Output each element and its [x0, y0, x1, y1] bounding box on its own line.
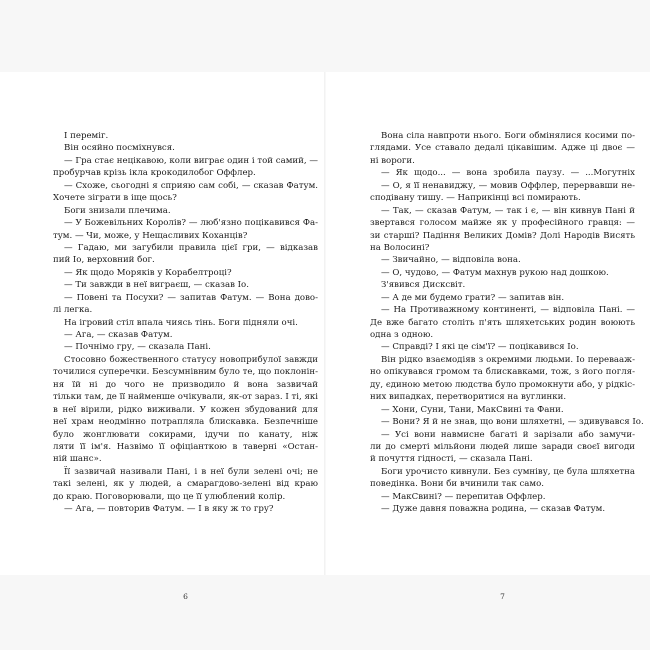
text-line: ні вороги. — [370, 155, 415, 166]
text-line: — На Противажному континенті, — відповіла Пані. — — [381, 305, 635, 316]
text-line: тільки там, де її найменше очікували, як-от зараз. І ті, які — [53, 392, 318, 403]
text-line: З'явився Дисксвіт. — [381, 280, 466, 291]
text-line: — Гадаю, ми загубили правила цієї гри, — відказав — [64, 242, 318, 253]
text-line: пробурчав крізь ікла крокодилобог Оффлер. — [53, 168, 256, 179]
text-line: ли до смерті мільйони людей лише заради своєї вигоди — [370, 441, 635, 452]
text-line: — Гра стає нецікавою, коли виграє один і той самий, — — [64, 155, 318, 166]
text-line: — Вони? Я й не знав, що вони шляхетні, — здивувався Іо. — [381, 417, 644, 428]
text-line: — Як щодо Моряків у Корабелтроці? — [64, 267, 232, 278]
text-line: — Дуже давня поважна родина, — сказав Фатум. — [381, 504, 606, 515]
text-line: тум. — Чи, може, у Нещасливих Коханців? — [53, 230, 248, 241]
text-line: ня їй ні до чого не призводило й вона зазвичай — [53, 379, 318, 390]
text-line: пий Іо, верховний бог. — [53, 255, 155, 266]
text-line: Її зазвичай називали Пані, і в неї були зелені очі; не — [64, 466, 318, 477]
text-line: сподівану тишу. — Наприкінці всі помирають. — [370, 193, 581, 204]
text-line: такі зелені, як у людей, а смарагдово-зелені від краю — [53, 479, 318, 490]
text-line: глядами. Усе ставало дедалі цікавішим. Адже ці двоє — — [370, 143, 635, 154]
text-line: — Ага, — сказав Фатум. — [64, 330, 173, 340]
text-line: зи старші? Падіння Великих Домів? Долі Народів Висять — [370, 230, 635, 241]
text-line: Він рідко взаємодіяв з окремими людьми. Іо перевааж- — [381, 354, 635, 365]
text-line: до краю. Поговорювали, що це її улюблений колір. — [53, 491, 286, 502]
left-page-text — [53, 130, 318, 516]
text-line: ній шанс». — [53, 454, 102, 465]
text-line: — О, чудово, — Фатум махнув рукою над дошкою. — [381, 267, 609, 278]
text-line: ляти її ім'я. Назвімо її офіціанткою в таверні «Остан- — [53, 441, 318, 452]
text-line: — Хони, Суни, Тани, МакСвині та Фани. — [381, 404, 564, 415]
text-line: було жонглювати сокирами, ідучи по канату, ніж — [53, 429, 318, 440]
text-line: — Ага, — повторив Фатум. — І в яку ж то гру? — [64, 504, 274, 515]
text-line: Де вже багато століть п'ять шляхетських родин воюють — [370, 317, 635, 328]
spread-content — [0, 72, 650, 601]
text-line: звертався голосом майже як у професійного гравця: — — [370, 218, 635, 229]
text-line: — Як щодо... — вона зробила паузу. — ...Могутніх — [381, 168, 635, 179]
text-line: Стосовно божественного статусу новоприбулої завжди — [64, 354, 318, 365]
text-line: Він осяйно посміхнувся. — [64, 143, 175, 154]
text-line: — Звичайно, — відповіла вона. — [381, 255, 521, 266]
text-line: — Ти завжди в неї виграєш, — сказав Іо. — [64, 280, 249, 291]
text-line: На ігровий стіл впала чиясь тінь. Боги підняли очі. — [64, 317, 298, 328]
text-line: — Почнімо гру, — сказала Пані. — [64, 342, 211, 353]
text-line: — Схоже, сьогодні я сприяю сам собі, — сказав Фатум. — [64, 180, 318, 191]
text-line: неї храм неодмінно потрапляла блискавка. Безпечніше — [53, 417, 318, 428]
text-line: І переміг. — [64, 131, 109, 141]
text-line: Боги урочисто кивнули. Без сумніву, це була шляхетна — [381, 466, 635, 477]
text-line: — Так, — сказав Фатум, — так і є, — він кивнув Пані й — [381, 205, 635, 216]
text-line: лі легка. — [53, 305, 93, 316]
page-number-right: 7 — [500, 592, 505, 601]
text-line: — Усі вони навмисне багаті й зарізали або замучи- — [381, 429, 635, 440]
text-line: Вона сіла навпроти нього. Боги обмінялися косими по- — [381, 131, 635, 141]
text-line: в неї вірили, рідко виживали. У кожен збудований для — [53, 404, 318, 415]
bottom-margin-band — [0, 575, 650, 650]
text-line: точилися суперечки. Безсумнівним було те, що поклонін- — [53, 367, 318, 378]
top-margin-band — [0, 0, 650, 72]
text-line: них випадках, перетворитися на вуглинки. — [370, 392, 567, 403]
text-line: — Справді? І які це сім'ї? — поцікавився Іо. — [381, 342, 579, 353]
text-line: Боги знизали плечима. — [64, 205, 171, 216]
text-line: на Волосині? — [370, 242, 430, 253]
text-line: — О, я її ненавиджу, — мовив Оффлер, перервавши не- — [381, 180, 635, 191]
text-line: — МакСвині? — перепитав Оффлер. — [381, 491, 546, 502]
text-line: — А де ми будемо грати? — запитав він. — [381, 292, 565, 303]
text-line: — У Божевільних Королів? — люб'язно поцікавився Фа- — [64, 218, 318, 229]
page-number-left: 6 — [183, 592, 188, 601]
right-page — [370, 130, 644, 601]
left-page — [53, 130, 318, 601]
text-line: но опікувався громом та блискавками, тож, з його погля- — [370, 367, 635, 378]
text-line: ду, єдиною метою людства було промокнути або, у рідкіс- — [370, 379, 635, 390]
text-line: поведінка. Вони би вчинили так само. — [370, 479, 544, 490]
text-line: одна з одною. — [370, 330, 434, 340]
text-line: — Повені та Посухи? — запитав Фатум. — Вона дово- — [64, 292, 318, 303]
text-line: Хочете зіграти в іще щось? — [53, 193, 177, 204]
text-line: й почуття гідності, — сказала Пані. — [370, 454, 533, 465]
right-page-text — [370, 130, 644, 516]
